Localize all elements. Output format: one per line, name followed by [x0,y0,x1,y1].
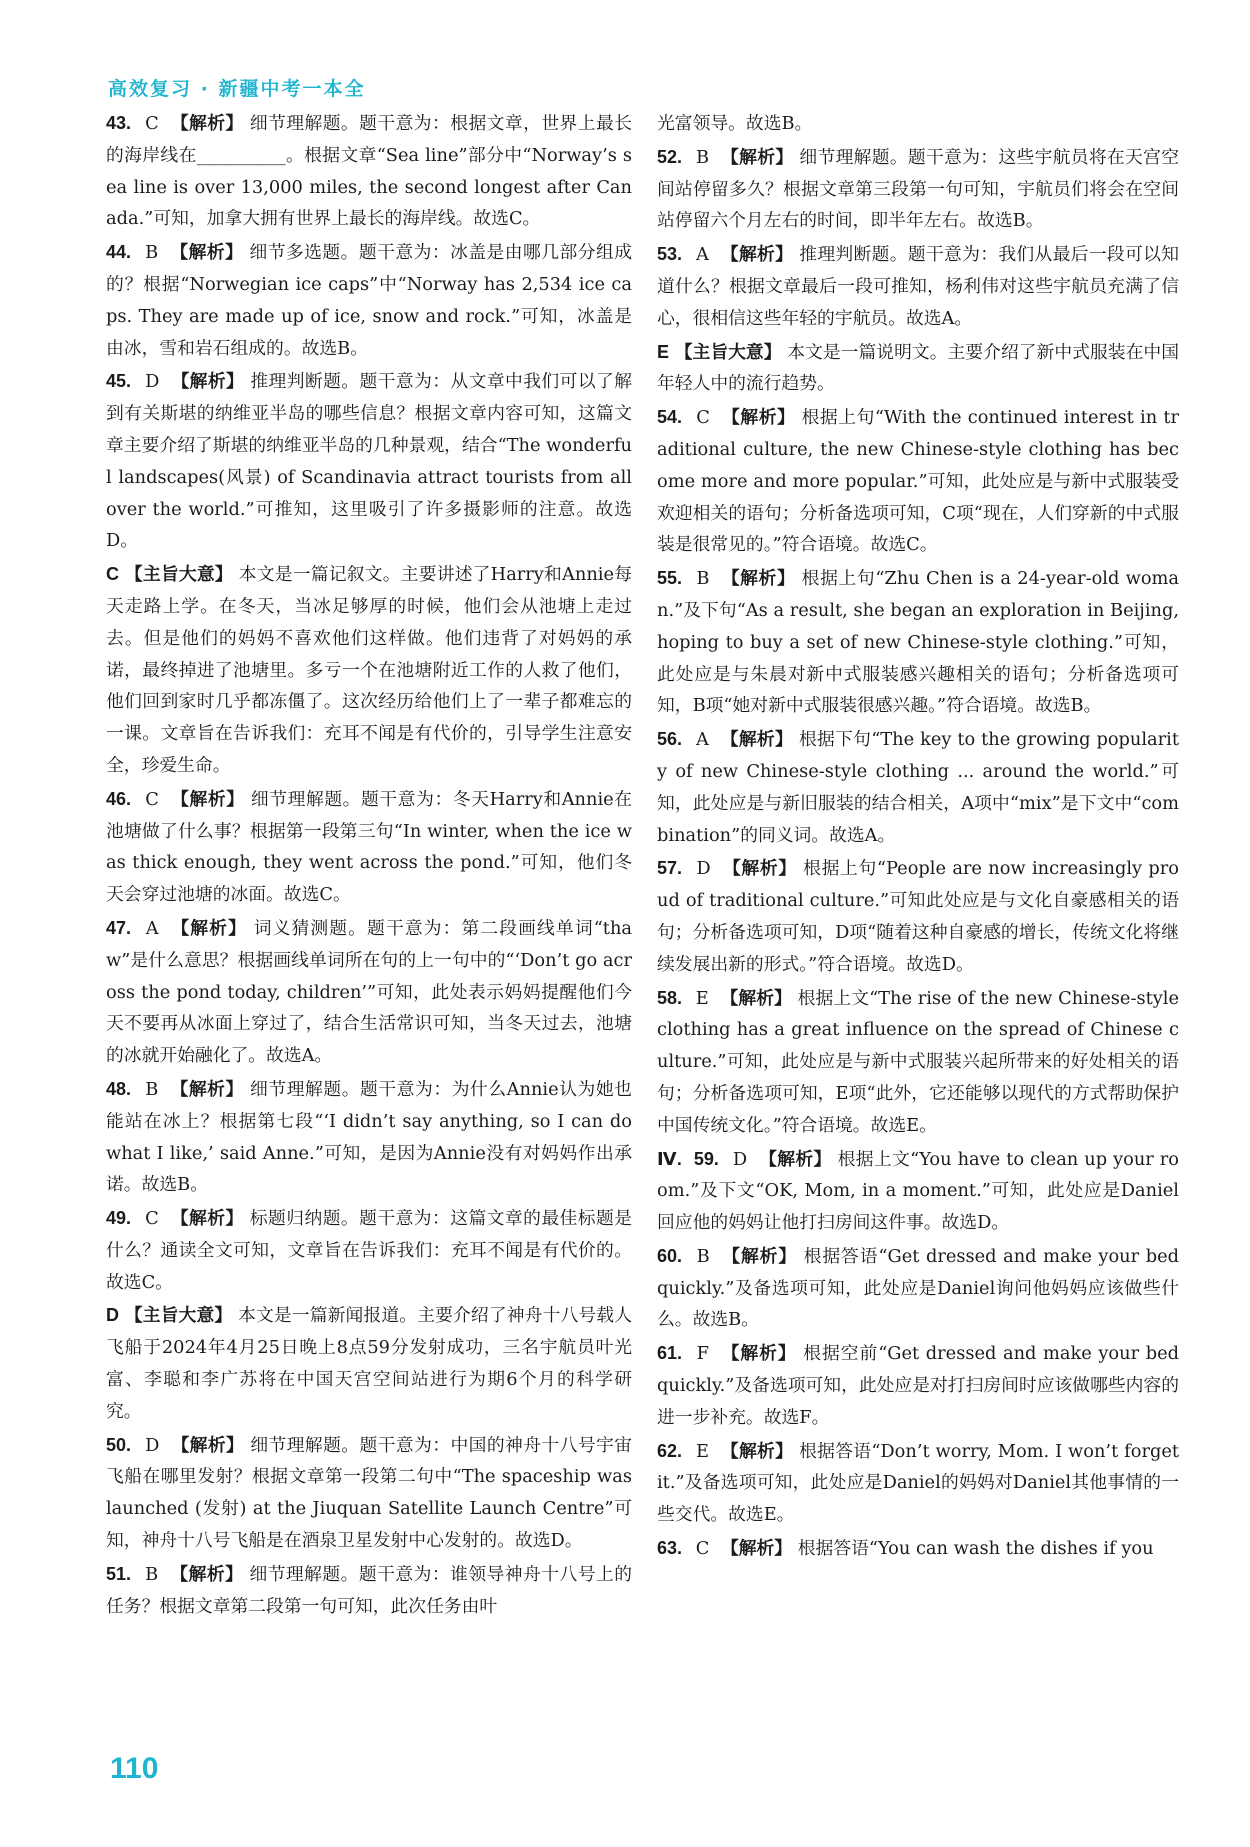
explanation-tag: 【解析】 [171,371,245,393]
explanation-text: 本文是一篇新闻报道。主要介绍了神舟十八号载人飞船于2024年4月25日晚上8点59分发射成功，三名宇航员叶光富、李聪和李广苏将在中国天宫空间站进行为期6个月的科学研究。 [106,1305,633,1422]
explanation-tag: 【解析】 [170,113,244,134]
explanation-text: 光富领导。故选B。 [657,113,813,134]
answer-letter: B [145,1078,159,1100]
answer-letter: A [696,244,709,266]
explanation-text: 词义猜测题。题干意为：第二段画线单词“thaw”是什么意思？根据画线单词所在句的上一句中的“‘Don’t go across the pond today, children’”可知，此处表示妈妈提醒他们今天不要再从冰面上穿过了，结合生活常识可知，当冬天过去，池塘的冰就开始融化了。故选A。 [106,917,632,1067]
answer-entry [657,1241,1179,1336]
answer-entry [657,1436,1179,1531]
explanation-tag: 【解析】 [720,729,794,751]
question-number: C [106,564,119,585]
question-number: 54. [657,407,683,428]
right-column [657,108,1179,1567]
explanation-text: 细节理解题。题干意为：为什么Annie认为她也能站在冰上？根据第七段“‘I didn’t say anything, so I can do what I like,’ said Anne.”可知，是因为Annie没有对妈妈作出承诺。故选B。 [106,1078,632,1196]
explanation-tag: 【解析】 [722,858,797,880]
answer-entry [657,1338,1179,1433]
answer-entry [106,1300,632,1427]
answer-letter: D [145,1434,160,1456]
question-number: 51. [106,1563,132,1584]
explanation-text: 根据答语“Don’t worry, Mom. I won’t forget it.”及备选项可知，此处应是Daniel的妈妈对Daniel其他事情的一些交代。故选E。 [657,1440,1179,1526]
answer-letter: E [695,987,709,1009]
explanation-text: 本文是一篇记叙文。主要讲述了Harry和Annie每天走路上学。在冬天，当冰足够厚的时候，他们会从池塘上走过去。但是他们的妈妈不喜欢他们这样做。他们违背了对妈妈的承诺，最终掉进了池塘里。多亏一个在池塘附近工作的人救了他们，他们回到家时几乎都冻僵了。这次经历给他们上了一辈子都难忘的一课。文章旨在告诉我们：充耳不闻是有代价的，引导学生注意安全，珍爱生命。 [106,564,632,776]
question-number: 55. [657,568,683,589]
answer-letter: C [695,1538,710,1560]
explanation-tag: 【主旨大意】 [124,1305,233,1327]
left-column [106,108,632,1624]
answer-entry [106,913,632,1072]
answer-letter: C [145,113,159,134]
answer-letter: D [732,1148,748,1170]
explanation-text: 细节多选题。题干意为：冰盖是由哪几部分组成的？根据“Norwegian ice caps”中“Norway has 2,534 ice caps. They are made up of ice, snow and rock.”可知，冰盖是由冰，雪和岩石组成的。故选B。 [106,242,633,359]
question-number: 53. [657,244,683,265]
answer-entry [106,108,632,235]
explanation-text: 根据上文“The rise of the new Chinese-style clothing has a great influence on the spread of Chinese culture.”可知，此处应是与新中式服装兴起所带来的好处相关的语句；分析备选项可知，E项“此外，它还能够以现代的方式帮助保护中国传统文化。”符合语境。故选E。 [657,987,1179,1136]
explanation-tag: 【主旨大意】 [674,341,782,363]
explanation-tag: 【解析】 [720,1440,794,1462]
explanation-text: 根据空前“Get dressed and make your bed quickly.”及备选项可知，此处应是对打扫房间时应该做哪些内容的进一步补充。故选F。 [657,1343,1179,1428]
explanation-text: 根据答语“You can wash the dishes if you [797,1538,1154,1560]
answer-letter: B [145,1563,159,1585]
question-number: 56. [657,729,683,750]
answer-entry [106,559,632,782]
question-number: 52. [657,146,683,167]
answer-letter: A [145,917,159,939]
question-number: E [657,341,670,362]
question-number: 49. [106,1208,132,1229]
answer-letter: C [145,1208,159,1230]
answer-entry [657,239,1179,334]
explanation-tag: 【解析】 [171,788,245,810]
page-header: 高效复习 · 新疆中考一本全 [108,78,366,100]
question-number: 47. [106,917,132,938]
answer-entry [106,1559,632,1623]
answer-letter: D [696,858,711,880]
explanation-tag: 【主旨大意】 [124,564,233,586]
page-number: 110 [110,1752,159,1785]
answer-entry [106,237,632,364]
answer-entry [657,108,1179,140]
question-number: 50. [106,1434,132,1455]
explanation-text: 细节理解题。题干意为：中国的神舟十八号宇宙飞船在哪里发射？根据文章第一段第二句中“The spaceship was launched (发射) at the Jiuquan Satellite Launch Centre”可知，神舟十八号飞船是在酒泉卫星发射中心发射的。故选D。 [106,1434,632,1552]
explanation-tag: 【解析】 [170,1208,244,1230]
question-number: 60. [657,1245,683,1266]
answer-letter: A [695,729,709,751]
explanation-text: 细节理解题。题干意为：这些宇航员将在天宫空间站停留多久？根据文章第三段第一句可知，宇航员们将会在空间站停留六个月左右的时间，即半年左右。故选B。 [657,146,1179,232]
explanation-text: 细节理解题。题干意为：根据文章，世界上最长的海岸线在__________。根据文章“Sea line”部分中“Norway’s sea line is over 13,000 miles, the second longest after Canada.”可知，加拿大拥有世界上最长的海岸线。故选C。 [106,113,632,230]
explanation-tag: 【解析】 [171,1434,245,1456]
explanation-tag: 【解析】 [721,568,796,590]
question-number: 62. [657,1440,683,1461]
explanation-tag: 【解析】 [171,917,247,939]
answer-entry [106,366,632,557]
answer-letter: F [696,1343,709,1365]
explanation-tag: 【解析】 [170,242,244,264]
question-number: 46. [106,788,132,809]
answer-entry [657,983,1179,1142]
explanation-text: 推理判断题。题干意为：从文章中我们可以了解到有关斯堪的纳维亚半岛的哪些信息？根据文章内容可知，这篇文章主要介绍了斯堪的纳维亚半岛的几种景观，结合“The wonderful landscapes(风景) of Scandinavia attract tourists from all over the world.”可推知，这里吸引了许多摄影师的注意。故选D。 [106,371,632,552]
answer-entry [657,142,1179,237]
explanation-tag: 【解析】 [722,1245,798,1267]
answer-letter: B [696,1245,710,1267]
answer-entry [657,853,1179,980]
answer-entry [657,724,1179,851]
explanation-tag: 【解析】 [720,987,792,1009]
explanation-text: 根据答语“Get dressed and make your bed quickly.”及备选项可知，此处应是Daniel询问他妈妈应该做些什么。故选B。 [657,1245,1179,1331]
answer-letter: C [696,407,710,429]
question-number: 57. [657,858,683,879]
answer-letter: E [695,1440,709,1462]
explanation-text: 本文是一篇说明文。主要介绍了新中式服装在中国年轻人中的流行趋势。 [657,341,1179,395]
explanation-tag: 【解析】 [722,407,796,429]
question-number: 58. [657,987,683,1008]
explanation-text: 根据上文“You have to clean up your room.”及下文“OK, Mom, in a moment.”可知，此处应是Daniel回应他的妈妈让他打扫房间这件事。故选D。 [657,1148,1179,1234]
explanation-tag: 【解析】 [721,1343,797,1365]
explanation-text: 根据上句“People are now increasingly proud of traditional culture.”可知此处应是与文化自豪感相关的语句；分析备选项可知，D项“随着这种自豪感的增长，传统文化将继续发展出新的形式。”符合语境。故选D。 [657,858,1179,975]
answer-entry [657,1144,1179,1239]
explanation-text: 根据上句“Zhu Chen is a 24-year-old woman.”及下句“As a result, she began an exploration in Beijing, hoping to buy a set of new Chinese-style clothing.”可知，此处应是与朱晨对新中式服装感兴趣相关的语句；分析备选项可知，B项“她对新中式服装很感兴趣。”符合语境。故选B。 [657,568,1180,717]
answer-entry [657,563,1179,722]
question-number: D [106,1305,119,1326]
explanation-tag: 【解析】 [759,1148,832,1170]
explanation-tag: 【解析】 [170,1078,244,1100]
answer-entry [106,1203,632,1298]
answer-letter: B [696,146,710,168]
explanation-text: 细节理解题。题干意为：谁领导神舟十八号上的任务？根据文章第二段第一句可知，此次任务由叶 [106,1563,633,1617]
answer-letter: D [145,371,160,393]
explanation-text: 标题归纳题。题干意为：这篇文章的最佳标题是什么？通读全文可知，文章旨在告诉我们：充耳不闻是有代价的。故选C。 [106,1208,632,1293]
explanation-tag: 【解析】 [720,244,794,266]
explanation-tag: 【解析】 [720,1538,793,1560]
explanation-text: 推理判断题。题干意为：我们从最后一段可以知道什么？根据文章最后一段可推知，杨利伟对这些宇航员充满了信心，很相信这些年轻的宇航员。故选A。 [657,244,1180,329]
explanation-text: 根据上句“With the continued interest in traditional culture, the new Chinese-style clothing has become more and more popular.”可知，此处应是与新中式服装受欢迎相关的语句；分析备选项可知，C项“现在，人们穿新的中式服装是很常见的。”符合语境。故选C。 [657,407,1179,556]
explanation-text: 细节理解题。题干意为：冬天Harry和Annie在池塘做了什么事？根据第一段第三句“In winter, when the ice was thick enough, they went across the pond.”可知，他们冬天会穿过池塘的冰面。故选C。 [106,788,633,906]
answer-entry [657,1533,1179,1565]
question-number: 48. [106,1078,132,1099]
question-number: 44. [106,242,132,263]
answer-letter: C [145,788,159,810]
answer-entry [657,337,1179,401]
answer-entry [106,784,632,911]
question-number: 63. [657,1538,683,1559]
explanation-tag: 【解析】 [721,146,794,168]
section-label: Ⅳ. [657,1148,682,1169]
question-number: 43. [106,113,132,133]
answer-entry [657,402,1179,561]
explanation-text: 根据下句“The key to the growing popularity of new Chinese-style clothing ... around the world.”可知，此处应是与新旧服装的结合相关，A项中“mix”是下文中“combination”的同义词。故选A。 [657,729,1179,846]
answer-letter: B [145,242,159,264]
explanation-tag: 【解析】 [170,1563,244,1585]
question-number: 45. [106,371,132,392]
answer-letter: B [696,568,710,590]
question-number: 61. [657,1343,683,1364]
question-number: 59. [693,1148,719,1169]
answer-entry [106,1430,632,1557]
answer-entry [106,1074,632,1201]
